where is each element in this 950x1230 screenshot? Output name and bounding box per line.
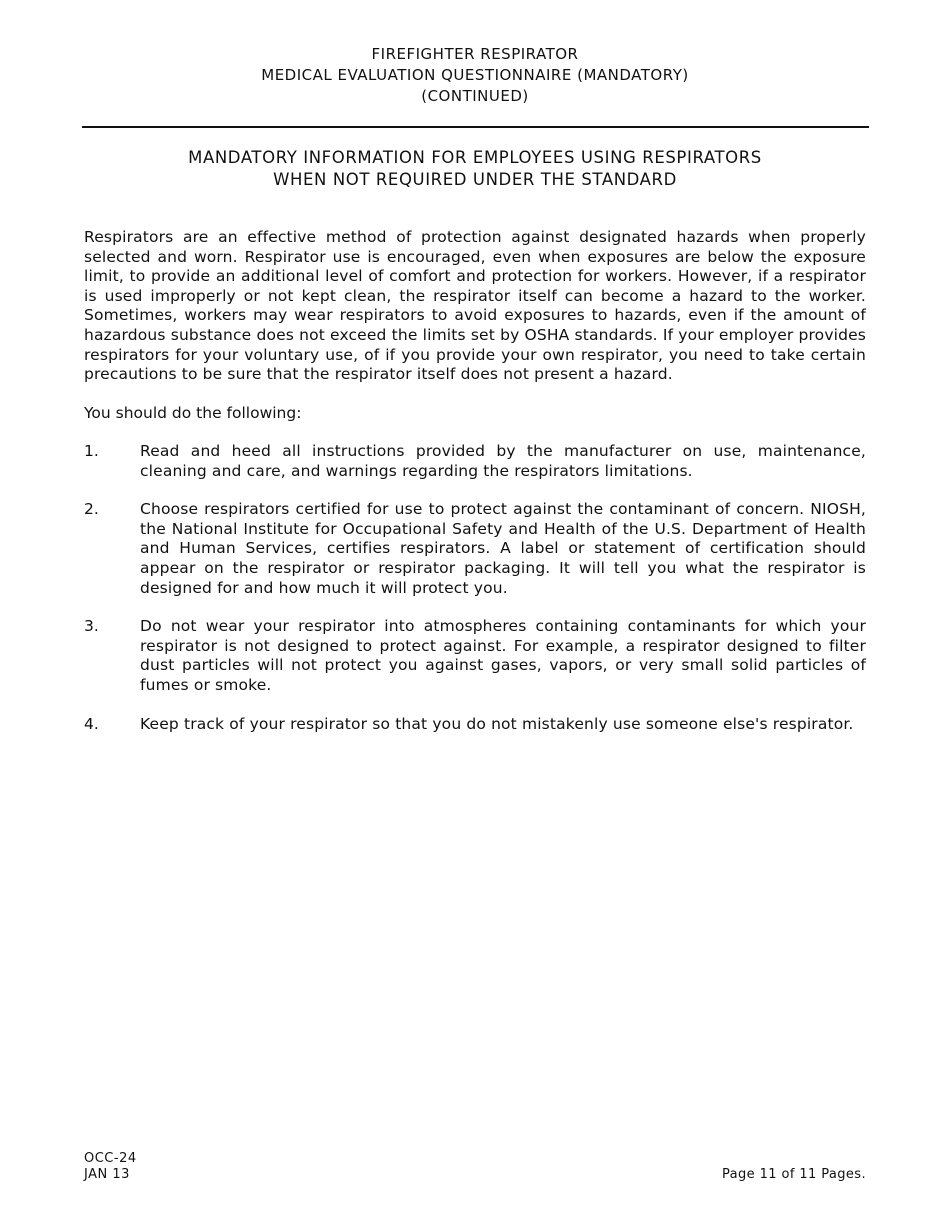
list-item (84, 617, 866, 695)
form-date: JAN 13 (84, 1167, 130, 1182)
list-item-number: 3. (84, 617, 99, 636)
header-line-1: FIREFIGHTER RESPIRATOR (371, 45, 579, 63)
instructions-lead: You should do the following: (84, 404, 302, 422)
header-line-3: (CONTINUED) (421, 87, 529, 105)
section-title (0, 147, 950, 191)
list-item (84, 715, 866, 735)
page-number: Page 11 of 11 Pages. (722, 1167, 866, 1182)
header-divider (82, 126, 869, 128)
list-item-number: 2. (84, 500, 99, 519)
list-item (84, 500, 866, 598)
list-item-number: 1. (84, 442, 99, 460)
section-title-line-1: MANDATORY INFORMATION FOR EMPLOYEES USING RESPIRATORS (188, 148, 762, 167)
footer-form-info (84, 1151, 137, 1183)
list-item-text: Do not wear your respirator into atmospheres containing contaminants for which your respirator is not designed to protect against. For example, a respirator designed to filter dust particles will not protect you against gases, vapors, or very small solid particles of fumes or smoke. (140, 617, 866, 694)
document-header (0, 44, 950, 107)
form-code: OCC-24 (84, 1151, 137, 1166)
header-line-2: MEDICAL EVALUATION QUESTIONNAIRE (MANDATORY) (261, 66, 689, 84)
list-item (84, 442, 866, 481)
list-item-text: Read and heed all instructions provided by the manufacturer on use, maintenance, cleaning and care, and warnings regarding the respirators limitations. (140, 442, 866, 480)
list-item-text: Choose respirators certified for use to protect against the contaminant of concern. NIOSH, the National Institute for Occupational Safety and Health of the U.S. Department of Health and Human Services, certifies respirators. A label or statement of certification should appear on the respirator or respirator packaging. It will tell you what the respirator is designed for and how much it will protect you. (140, 500, 866, 597)
intro-paragraph: Respirators are an effective method of protection against designated hazards when properly selected and worn. Respirator use is encouraged, even when exposures are below the exposure limit, to provide an additional level of comfort and protection for workers. However, if a respirator is used improperly or not kept clean, the respirator itself can become a hazard to the worker. Sometimes, workers may wear respirators to avoid exposures to hazards, even if the amount of hazardous substance does not exceed the limits set by OSHA standards. If your employer provides respirators for your voluntary use, of if you provide your own respirator, you need to take certain precautions to be sure that the respirator itself does not present a hazard. (84, 228, 866, 384)
list-item-text: Keep track of your respirator so that you do not mistakenly use someone else's respirator. (140, 714, 854, 733)
instruction-list (84, 442, 866, 753)
list-item-number: 4. (84, 714, 99, 733)
section-title-line-2: WHEN NOT REQUIRED UNDER THE STANDARD (273, 170, 677, 189)
